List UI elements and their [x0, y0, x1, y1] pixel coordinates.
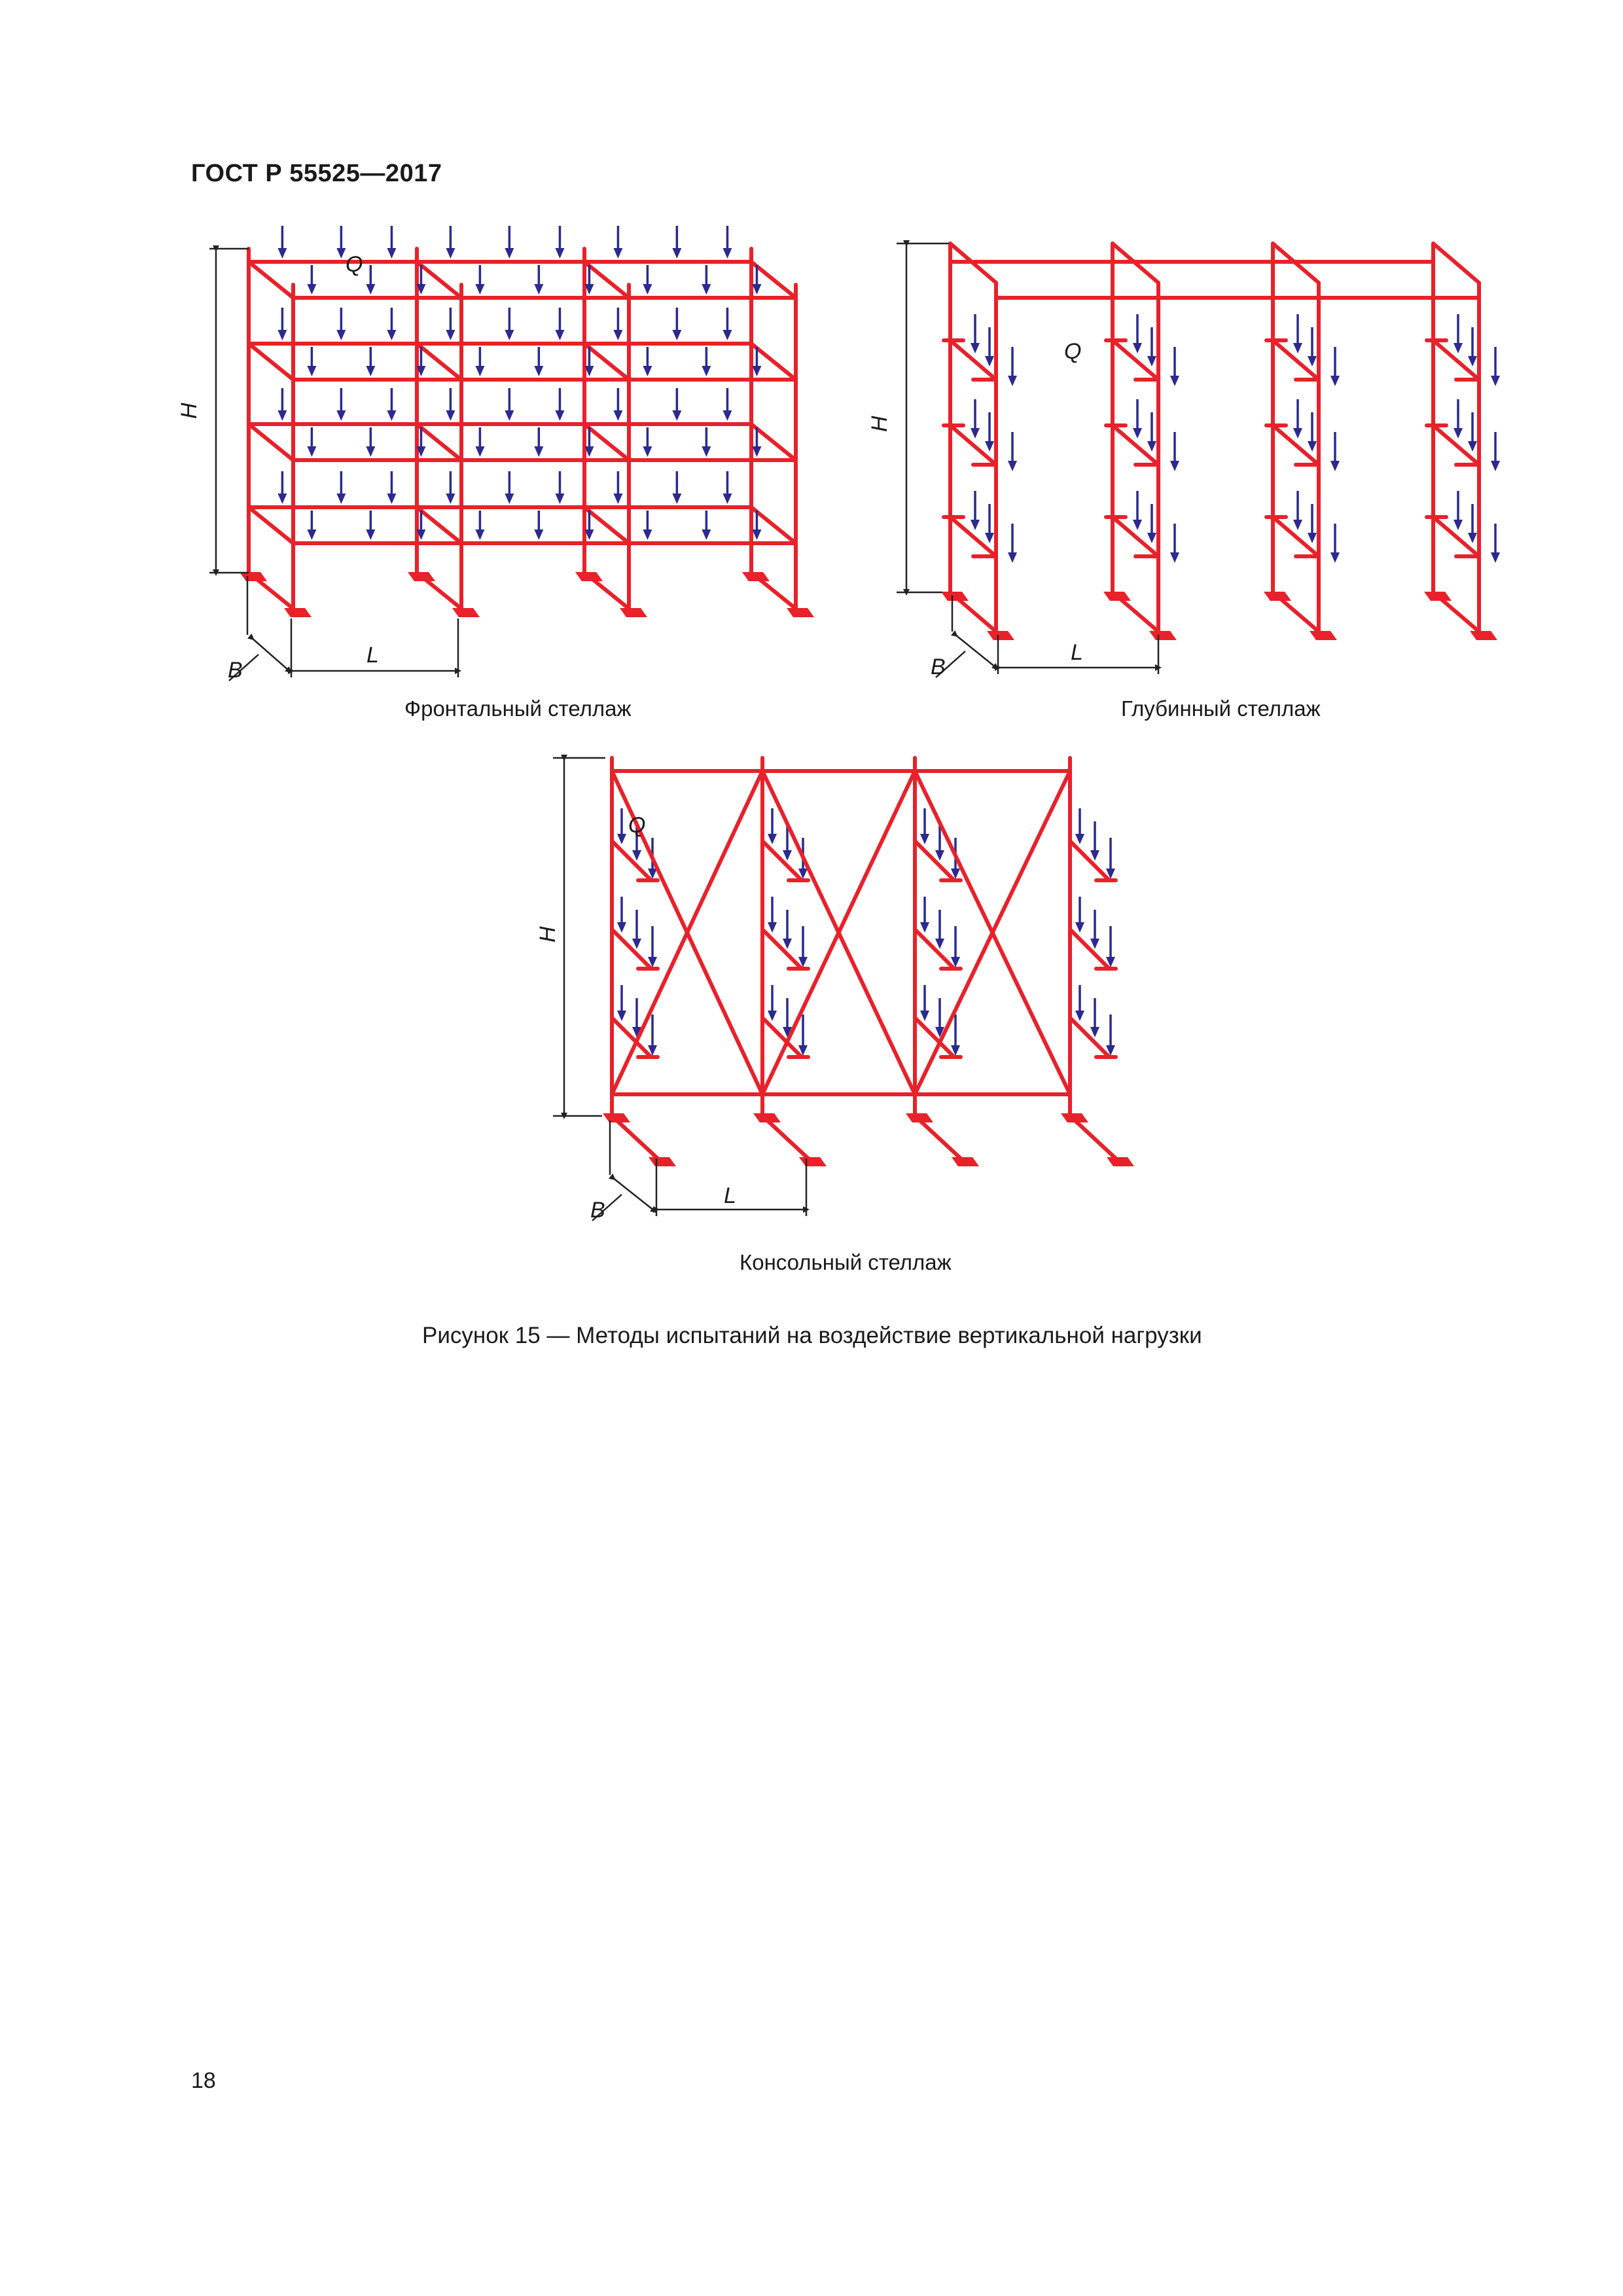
load-arrow-head — [1170, 461, 1179, 471]
load-arrow-head — [475, 446, 484, 457]
load-arrow-head — [387, 410, 396, 421]
depth-beam — [249, 507, 293, 543]
load-arrow-head — [1491, 461, 1500, 471]
load-arrow-head — [1308, 356, 1317, 367]
cantilever-dimensions — [535, 758, 952, 1274]
page-number: 18 — [191, 2068, 216, 2093]
depth-beam — [417, 507, 461, 543]
cantilever-arm — [915, 841, 954, 880]
depth-beam — [584, 507, 629, 543]
load-arrow-head — [971, 428, 980, 439]
load-arrow-head — [446, 330, 455, 340]
load-arrow-head — [336, 248, 346, 259]
base-plate — [742, 572, 770, 581]
load-arrow-head — [617, 1011, 626, 1021]
base-plate — [1264, 592, 1291, 601]
load-arrow-head — [722, 248, 732, 259]
load-arrow-head — [1293, 520, 1302, 530]
load-arrow-head — [366, 446, 375, 457]
load-arrow-head — [702, 284, 711, 295]
load-arrow-head — [985, 356, 994, 367]
load-arrow-head — [366, 366, 375, 376]
load-arrow-head — [534, 366, 543, 376]
deep-height-label: H — [867, 416, 892, 432]
load-arrow-head — [722, 410, 732, 421]
frontal-length-label: L — [366, 643, 379, 668]
frontal-dimensions — [177, 249, 632, 721]
depth-beam — [584, 262, 629, 298]
load-arrow-head — [1147, 356, 1156, 367]
load-arrow-head — [307, 446, 316, 457]
cantilever-load-label: Q — [628, 813, 646, 838]
load-arrow-head — [505, 330, 514, 340]
load-arrow-head — [475, 284, 484, 295]
load-arrow-head — [768, 1011, 777, 1021]
load-arrow-head — [613, 410, 622, 421]
load-arrow-head — [643, 366, 652, 376]
load-arrow-head — [783, 939, 792, 949]
load-arrow-head — [534, 446, 543, 457]
cantilever-depth-label: B — [590, 1198, 605, 1223]
base-plate — [284, 608, 312, 617]
cantilever-caption: Консольный стеллаж — [740, 1250, 952, 1274]
load-arrow-head — [920, 834, 929, 844]
load-arrow-head — [1008, 552, 1017, 563]
load-arrow-head — [1468, 533, 1477, 543]
base-plate — [1107, 1157, 1134, 1166]
cantilever-arm — [1070, 1018, 1109, 1057]
cantilever-length-label: L — [724, 1183, 736, 1208]
load-arrow-head — [387, 248, 396, 259]
base-plate — [799, 1157, 827, 1166]
load-arrow-head — [1090, 1027, 1099, 1037]
load-arrow-head — [336, 330, 346, 340]
load-arrow-head — [555, 410, 564, 421]
load-arrow-head — [1293, 343, 1302, 353]
deep-rack-diagram — [941, 243, 1500, 640]
load-arrow-head — [1330, 376, 1340, 386]
base-plate — [452, 608, 480, 617]
deep-depth-label: B — [931, 655, 946, 679]
base-plate — [1103, 592, 1131, 601]
load-arrow-head — [336, 410, 346, 421]
load-arrow-head — [1293, 428, 1302, 439]
frontal-height-label: H — [177, 403, 202, 419]
base-plate — [1061, 1113, 1088, 1122]
load-arrow-head — [307, 529, 316, 540]
load-arrow-head — [1147, 441, 1156, 452]
load-arrow-head — [1454, 520, 1463, 530]
load-arrow-head — [752, 446, 761, 457]
base-plate — [753, 1113, 781, 1122]
load-arrow-head — [1133, 343, 1142, 353]
depth-beam — [417, 262, 461, 298]
load-arrow-head — [1090, 850, 1099, 861]
load-arrow-head — [672, 493, 681, 504]
deep-dimensions — [867, 243, 1321, 721]
load-arrow-head — [920, 1011, 929, 1021]
load-arrow-head — [475, 529, 484, 540]
load-arrow-head — [446, 248, 455, 259]
base-plate — [1310, 631, 1337, 640]
load-arrow-head — [985, 441, 994, 452]
load-arrow-head — [722, 493, 732, 504]
load-arrow-head — [617, 922, 626, 933]
load-arrow-head — [702, 529, 711, 540]
frontal-load-label: Q — [346, 252, 363, 277]
base-plate — [620, 608, 647, 617]
load-arrow-head — [985, 533, 994, 543]
load-arrow-head — [672, 330, 681, 340]
load-arrow-head — [971, 343, 980, 353]
cantilever-rack-diagram — [603, 758, 1134, 1166]
load-arrow-head — [643, 446, 652, 457]
document-header-title: ГОСТ Р 55525—2017 — [191, 160, 442, 187]
cantilever-arm — [612, 929, 651, 969]
load-arrow-head — [768, 922, 777, 933]
load-arrow-head — [1308, 441, 1317, 452]
load-arrow-head — [783, 850, 792, 861]
frontal-depth-label: B — [228, 658, 243, 683]
load-arrow-head — [702, 446, 711, 457]
depth-beam — [417, 424, 461, 460]
load-arrow-head — [1147, 533, 1156, 543]
load-arrow-head — [920, 922, 929, 933]
base-plate — [952, 1157, 979, 1166]
cantilever-arm — [762, 841, 802, 880]
load-arrow-head — [277, 410, 287, 421]
load-arrow-head — [555, 248, 564, 259]
load-arrow-head — [617, 834, 626, 844]
load-arrow-head — [277, 248, 287, 259]
load-arrow-head — [1008, 376, 1017, 386]
load-arrow-head — [935, 939, 944, 949]
load-arrow-head — [1491, 552, 1500, 563]
load-arrow-head — [505, 248, 514, 259]
load-arrow-head — [672, 410, 681, 421]
depth-beam — [584, 424, 629, 460]
deep-caption: Глубинный стеллаж — [1121, 696, 1321, 721]
load-arrow-head — [1075, 922, 1084, 933]
cantilever-arm — [762, 929, 802, 969]
load-arrow-head — [643, 284, 652, 295]
load-arrow-head — [1308, 533, 1317, 543]
load-arrow-head — [555, 493, 564, 504]
base-plate — [787, 608, 814, 617]
load-arrow-head — [387, 493, 396, 504]
load-arrow-head — [307, 366, 316, 376]
load-arrow-head — [1468, 356, 1477, 367]
base-plate — [1470, 631, 1497, 640]
load-arrow-head — [1133, 520, 1142, 530]
frontal-rack-diagram — [240, 226, 814, 617]
load-arrow-head — [768, 834, 777, 844]
load-arrow-head — [1090, 939, 1099, 949]
load-arrow-head — [277, 493, 287, 504]
load-arrow-head — [1454, 343, 1463, 353]
load-arrow-head — [366, 529, 375, 540]
load-arrow-head — [1133, 428, 1142, 439]
base-plate — [603, 1113, 630, 1122]
load-arrow-head — [505, 493, 514, 504]
load-arrow-head — [446, 410, 455, 421]
base-plate — [987, 631, 1014, 640]
cantilever-arm — [1070, 929, 1109, 969]
base-plate — [649, 1157, 676, 1166]
load-arrow-head — [643, 529, 652, 540]
load-arrow-head — [613, 493, 622, 504]
frontal-caption: Фронтальный стеллаж — [404, 696, 632, 721]
load-arrow-head — [534, 284, 543, 295]
load-arrow-head — [1330, 552, 1340, 563]
base-plate — [1424, 592, 1452, 601]
load-arrow-head — [1468, 441, 1477, 452]
base-plate — [1149, 631, 1177, 640]
top-depth — [1433, 243, 1479, 283]
load-arrow-head — [752, 284, 761, 295]
base-plate — [575, 572, 603, 581]
load-arrow-head — [534, 529, 543, 540]
load-arrow-head — [632, 939, 641, 949]
load-arrow-head — [752, 366, 761, 376]
load-arrow-head — [1454, 428, 1463, 439]
load-arrow-head — [1170, 376, 1179, 386]
depth-beam — [249, 344, 293, 380]
load-arrow-head — [935, 850, 944, 861]
load-arrow-head — [277, 330, 287, 340]
load-arrow-head — [613, 330, 622, 340]
load-arrow-head — [752, 529, 761, 540]
load-arrow-head — [1075, 1011, 1084, 1021]
load-arrow-head — [1170, 552, 1179, 563]
load-arrow-head — [366, 284, 375, 295]
load-arrow-head — [702, 366, 711, 376]
load-arrow-head — [722, 330, 732, 340]
load-arrow-head — [613, 248, 622, 259]
load-arrow-head — [555, 330, 564, 340]
load-arrow-head — [336, 493, 346, 504]
depth-beam — [249, 424, 293, 460]
cantilever-arm — [1070, 841, 1109, 880]
depth-beam — [584, 344, 629, 380]
load-arrow-head — [1008, 461, 1017, 471]
depth-beam — [249, 262, 293, 298]
deep-length-label: L — [1071, 640, 1083, 665]
load-arrow-head — [672, 248, 681, 259]
load-arrow-head — [1075, 834, 1084, 844]
base-plate — [408, 572, 435, 581]
base-plate — [906, 1113, 933, 1122]
figure-caption: Рисунок 15 — Методы испытаний на воздействие вертикальной нагрузки — [422, 1323, 1202, 1348]
load-arrow-head — [1491, 376, 1500, 386]
load-arrow-head — [446, 493, 455, 504]
depth-beam — [417, 344, 461, 380]
load-arrow-head — [971, 520, 980, 530]
load-arrow-head — [1330, 461, 1340, 471]
load-arrow-head — [632, 850, 641, 861]
load-arrow-head — [387, 330, 396, 340]
load-arrow-head — [505, 410, 514, 421]
deep-load-label: Q — [1064, 339, 1082, 364]
cantilever-height-label: H — [535, 926, 560, 942]
load-arrow-head — [475, 366, 484, 376]
cantilever-arm — [915, 929, 954, 969]
base-plate — [941, 592, 969, 601]
load-arrow-head — [307, 284, 316, 295]
